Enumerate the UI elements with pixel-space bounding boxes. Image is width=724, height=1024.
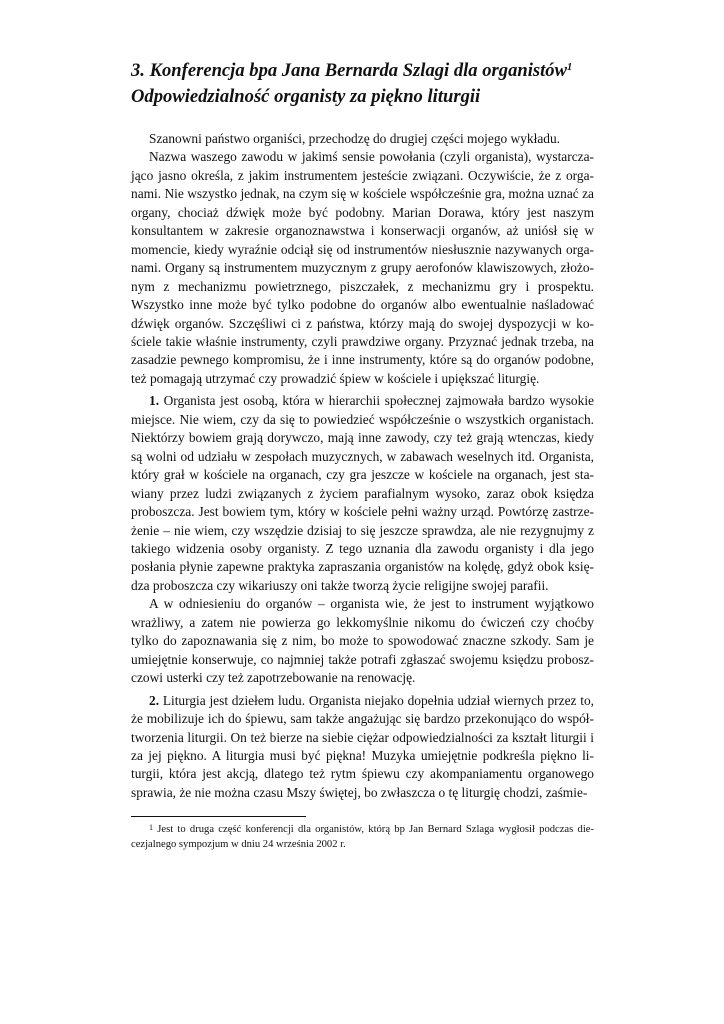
- footnote-mark: 1: [149, 823, 153, 833]
- paragraph-instrument-care: A w odniesieniu do organów – organista wie, że jest to instrument wyjątkowo wrażliwy, a zatem nie powierza go lekkomyślnie nikomu do ćwiczeń czy choćby tylko do zapoznawania się z nim, bo może to spowodować znaczne szkody. Sam je umiejętnie konserwuje, co najmniej także potrafi zgłaszać swojemu księdzu probosz-czowi usterki czy też zapotrzebowanie na renowację.: [131, 596, 594, 686]
- chapter-title: [131, 58, 594, 84]
- point-number-2: 2.: [149, 692, 160, 708]
- chapter-subtitle: Odpowiedzialność organisty za piękno liturgii: [131, 86, 481, 107]
- title-footnote-mark: 1: [567, 62, 573, 73]
- footnote: [131, 822, 594, 852]
- paragraph-point-1: [131, 392, 594, 595]
- footnote-separator: [131, 816, 306, 817]
- point-number-1: 1.: [149, 393, 160, 409]
- paragraph-organs: Nazwa waszego zawodu w jakimś sensie powołania (czyli organista), wystarcza-jąco jasno określa, z jakim instrumentem jesteście związani. Oczywiście, że z orga-nami. Nie wszystko jednak, na czym się w kościele współcześnie gra, można uznać za organy, chociaż dźwięk może być podobny. Marian Dorawa, który jest naszym konsultantem w zakresie organoznawstwa i konserwacji organów, aż uniósł się w momencie, kiedy wyraźnie odciął się od instrumentów niesłusznie nazywanych orga-nami. Organy są instrumentem muzycznym z grupy aerofonów klawiszowych, złożo-nym z mechanizmu powietrznego, piszczałek, z mechanizmu gry i prospektu. Wszystko inne może być tylko podobne do organów albo ewentualnie naśladować dźwięk organów. Szczęśliwi ci z państwa, którzy mają do swojej dyspozycji w ko-ściele takie właśnie instrumenty, czyli prawdziwe organy. Przyznać jednak trzeba, na zasadzie pewnego kompromisu, że i inne instrumenty, które są do organów podobne, też pomagają utrzymać czy prowadzić śpiew w kościele i upiększać liturgię.: [131, 149, 594, 386]
- point-2-text: Liturgia jest dziełem ludu. Organista niejako dopełnia udział wiernych przez to, że mobilizuje ich do śpiewu, sam także angażując się bardzo przekonująco do współ-tworzenia liturgii. On też bierze na siebie ciężar odpowiedzialności za kształt liturgii i za jej piękno. A liturgia musi być piękna! Muzyka umiejętnie podkreśla piękno li-turgii, która jest akcją, dlatego też rytm śpiewu czy akompaniamentu organowego sprawia, że nie można czasu Mszy świętej, bo zwłaszcza o tę liturgię chodzi, zaśmie-: [131, 692, 594, 800]
- footnote-text: Jest to druga część konferencji dla organistów, którą bp Jan Bernard Szlaga wygłosił podczas die-cezjalnego sympozjum w dniu 24 września 2002 r.: [131, 824, 594, 851]
- chapter-title-text: 3. Konferencja bpa Jana Bernarda Szlagi dla organistów: [131, 60, 567, 81]
- point-1-text: Organista jest osobą, która w hierarchii społecznej zajmowała bardzo wysokie miejsce. Nie wiem, czy da się to powiedzieć współcześnie o wszystkich organistach. Niektórzy bowiem grają dorywczo, mają inne zawody, czy też grają wtenczas, kiedy są wolni od udziału w zespołach muzycznych, w zabawach weselnych itd. Organista, który grał w kościele na organach, czy gra jeszcze w kościele na organach, jest sta-wiany przez ludzi związanych z życiem parafialnym wysoko, zaraz obok księdza proboszcza. Jest bowiem tym, który w kościele pełni ważny urząd. Powtórzę zastrze-żenie – nie wiem, czy wszędzie dzisiaj to się jeszcze sprawdza, ale nie rezygnujmy z takiego widzenia osoby organisty. Z tego uznania dla zawodu organisty i dla jego posłania płynie zapewne praktyka zapraszania organistów na kolędę, gdyż obok księ-dza proboszcza czy wikariuszy oni także tworzą życie religijne swojej parafii.: [131, 393, 594, 593]
- paragraph-point-2: [131, 692, 594, 803]
- document-page: [131, 58, 594, 852]
- paragraph-intro: Szanowni państwo organiści, przechodzę do drugiej części mojego wykładu.: [149, 131, 561, 146]
